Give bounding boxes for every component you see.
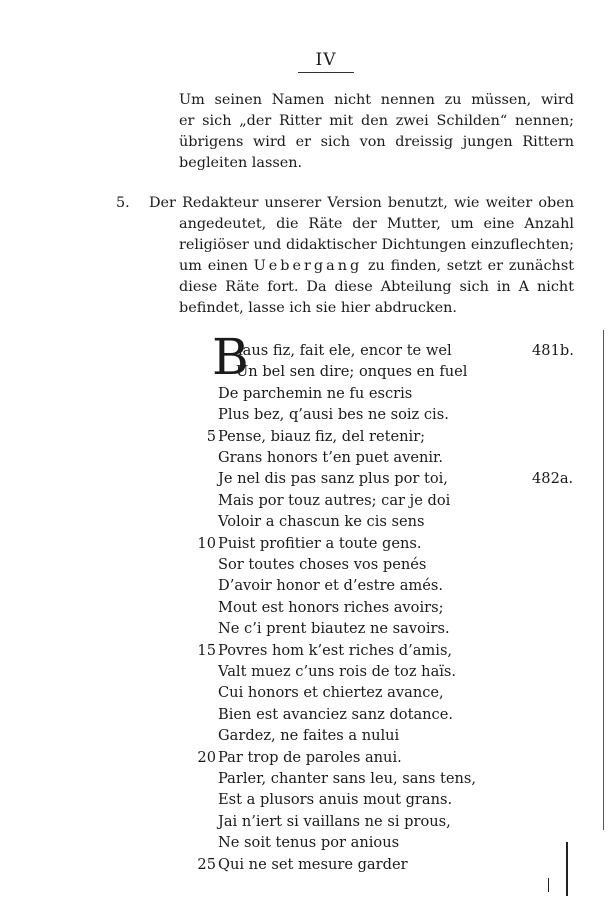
verse-line: D’avoir honor et d’estre amés. xyxy=(218,577,444,595)
text-line: Um seinen Namen nicht nennen zu müssen, wird xyxy=(179,92,574,108)
verse-line: Par trop de paroles anui. xyxy=(218,748,402,766)
verse-line: Sor toutes choses vos penés xyxy=(218,556,427,573)
text-line: diese Räte fort. Da diese Abteilung sich in A nicht xyxy=(179,279,574,295)
verse-line: Grans honors t’en puet avenir. xyxy=(218,449,444,466)
text-line: übrigens wird er sich von dreissig jungen Rittern xyxy=(179,134,574,150)
paragraph-2 xyxy=(149,193,574,319)
text-line: befindet, lasse ich sie hier abdrucken. xyxy=(179,300,458,316)
verse-line: Jai n’iert si vaillans ne si prous, xyxy=(218,812,451,830)
text-line xyxy=(149,256,574,277)
verse-line: Ne soit tenus por anious xyxy=(218,834,400,852)
verse-line: Mais por touz autres; car je doi xyxy=(218,491,451,509)
verse-number: 20 xyxy=(197,748,216,766)
text-line: begleiten lassen. xyxy=(179,155,303,171)
paragraph-1 xyxy=(179,90,574,174)
verse-line: Valt muez c’uns rois de toz haïs. xyxy=(218,663,457,680)
manuscript-folio-ref: 482a. xyxy=(532,470,574,488)
scan-mark xyxy=(548,878,549,892)
text-run: zu finden, setzt er zunächst xyxy=(367,258,574,274)
item-number: 5. xyxy=(116,195,130,211)
verse-number: 5 xyxy=(206,427,216,445)
folio-rule xyxy=(298,72,354,73)
verse-line: Povres hom k’est riches d’amis, xyxy=(218,641,453,659)
verse-line: Ne c’i prent biautez ne savoirs. xyxy=(218,620,450,638)
verse-line: Plus bez, q’ausi bes ne soiz cis. xyxy=(218,406,449,424)
scan-mark xyxy=(566,842,568,896)
text-line: Der Redakteur unserer Version benutzt, wie weiter oben xyxy=(149,195,574,211)
verse-number: 25 xyxy=(197,855,216,873)
verse-number: 10 xyxy=(197,534,216,552)
verse-line: Un bel sen dire; onques en fuel xyxy=(236,363,468,381)
verse-line: Mout est honors riches avoirs; xyxy=(218,598,444,616)
spaced-word: Uebergang xyxy=(253,258,363,274)
verse-line: Puist profitier a toute gens. xyxy=(218,534,422,552)
drop-cap: B xyxy=(212,328,249,386)
manuscript-folio-ref: 481b. xyxy=(532,342,574,359)
verse-line: Bien est avanciez sanz dotance. xyxy=(218,705,454,723)
verse-line-first: iaus fiz, fait ele, encor te wel xyxy=(238,342,452,359)
verse-line: Voloir a chascun ke cis sens xyxy=(218,513,425,531)
verse-line: De parchemin ne fu escris xyxy=(218,384,413,402)
verse-line: Je nel dis pas sanz plus por toi, xyxy=(218,470,448,488)
verse-line: Pense, biauz fiz, del retenir; xyxy=(218,427,426,445)
verse-line: Parler, chanter sans leu, sans tens, xyxy=(218,770,477,787)
page-folio: IV xyxy=(315,50,337,70)
text-line: er sich „der Ritter mit den zwei Schilden“ nennen; xyxy=(179,113,574,129)
verse-line: Gardez, ne faites a nului xyxy=(218,727,400,745)
text-run: um einen xyxy=(179,258,248,274)
text-line: religiöser und didaktischer Dichtungen einzuflechten; xyxy=(179,237,574,253)
verse-line: Est a plusors anuis mout grans. xyxy=(218,791,453,809)
verse-number: 15 xyxy=(197,641,216,659)
verse-line: Qui ne set mesure garder xyxy=(218,855,408,873)
scan-mark xyxy=(603,330,604,830)
text-line: angedeutet, die Räte der Mutter, um eine Anzahl xyxy=(179,216,574,232)
verse-line: Cui honors et chiertez avance, xyxy=(218,684,444,702)
